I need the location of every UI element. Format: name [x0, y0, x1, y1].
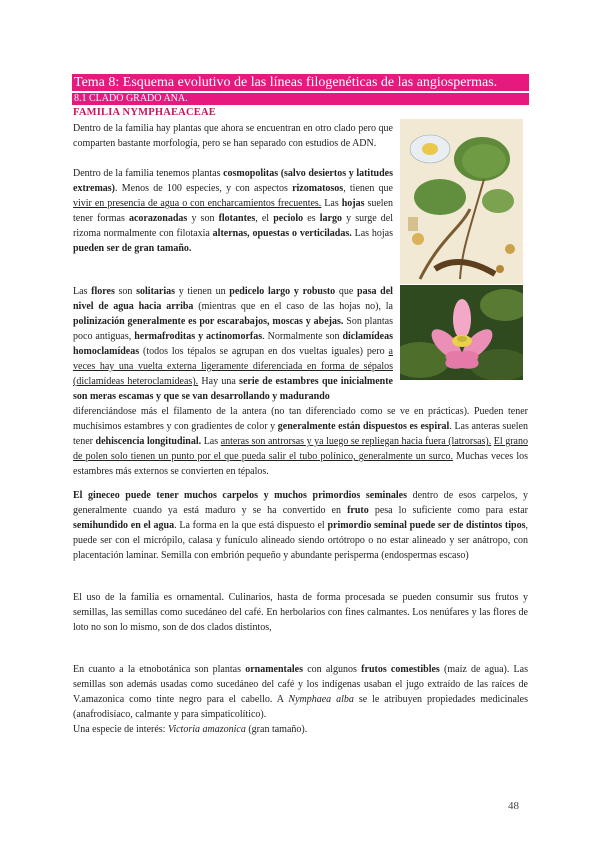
lotus-photo	[400, 285, 523, 380]
lotus-flower-image	[400, 285, 523, 380]
family-heading: FAMILIA NYMPHAEACEAE	[73, 107, 216, 118]
paragraph-habitat: Dentro de la familia tenemos plantas cosmopolitas (salvo desiertos y latitudes extremas). Menos de 100 especies, y con aspectos rizomatosos, tienen que vivir en presencia de agua o con encharcamientos frecuentes. Las hojas suelen tener formas acorazonadas y son flotantes, el peciolo es largo y surge del rizoma normalmente con filotaxia alternas, opuestas o verticiladas. Las hojas pueden ser de gran tamaño.	[73, 168, 394, 254]
page-number: 48	[508, 800, 519, 812]
botanical-illustration	[400, 119, 523, 284]
paragraph-intro: Dentro de la familia hay plantas que ahora se encuentran en otro clado pero que comparten bastante morfología, pero se han separado con estudios de ADN.	[73, 123, 393, 149]
paragraph-flowers: Las flores son solitarias y tienen un pedicelo largo y robusto que pasa del nivel de agua hacia arriba (mientras que en el caso de las hojas no), la polinización generalmente es por escarabajos, moscas y abejas. Son plantas poco antiguas, hermafroditas y actinomorfas. Normalmente son diclamídeas homoclamídeas (todos los tépalos se agrupan en dos vueltas iguales) pero a veces hay una vuelta externa ligeramente diferenciada en forma de sépalos (diclamídeas heteroclamídeas). Hay una serie de estambres que inicialmente son meras escamas y que se van desarrollando y madurando	[73, 286, 394, 402]
paragraph-uses: El uso de la familia es ornamental. Culinarios, hasta de forma procesada se pueden consumir sus frutos y semillas, las semillas como sucedáneo del café. En herbolarios con fines calmantes. Los nenúfares y las flores de loto no son lo mismo, son de dos clados distintos,	[73, 592, 528, 633]
nymphaea-plate-drawing	[400, 119, 523, 284]
paragraph-species-of-interest: Una especie de interés: Victoria amazonica (gran tamaño).	[73, 724, 308, 735]
section-title: 8.1 CLADO GRADO ANA.	[72, 93, 529, 105]
chapter-title: Tema 8: Esquema evolutivo de las líneas filogenéticas de las angiospermas.	[72, 74, 529, 91]
paragraph-gynoecium: El gineceo puede tener muchos carpelos y muchos primordios seminales dentro de esos carpelos, y generalmente cuando ya está maduro y se ha convertido en fruto pesa lo suficiente como para estar semihundido en el agua. La forma en la que está dispuesto el primordio seminal puede ser de distintos tipos, puede ser con el micrópilo, calasa y funículo alineado siendo ortótropo o no estar alineado y ser anátropo, con placentación laminar. Semilla con embrión pequeño y abundante perisperma (endospermas escaso)	[73, 490, 528, 561]
paragraph-flowers-continued: diferenciándose más el filamento de la antera (no tan diferenciado como se ve en prácticas). Pueden tener muchísimos estambres y con gradientes de color y generalmente están dispuestos es espiral. Las anteras suelen tener dehiscencia longitudinal. Las anteras son antrorsas y ya luego se repliegan hacia fuera (latrorsas). El grano de polen solo tienen un punto por el que pueda salir el tubo polínico, generalmente un surco. Muchas veces los estambres más externos se convierten en tépalos.	[73, 406, 528, 477]
paragraph-ethnobotany: En cuanto a la etnobotánica son plantas ornamentales con algunos frutos comestibles (maíz de agua). Las semillas son además usadas como sucedáneo del café y los indígenas usaban el jugo extraído de las raíces de V.amazonica como tinte negro para el cabello. A Nymphaea alba se le atribuyen propiedades medicinales (anafrodisíaco, calmante y para simpaticolítico).	[73, 664, 529, 720]
